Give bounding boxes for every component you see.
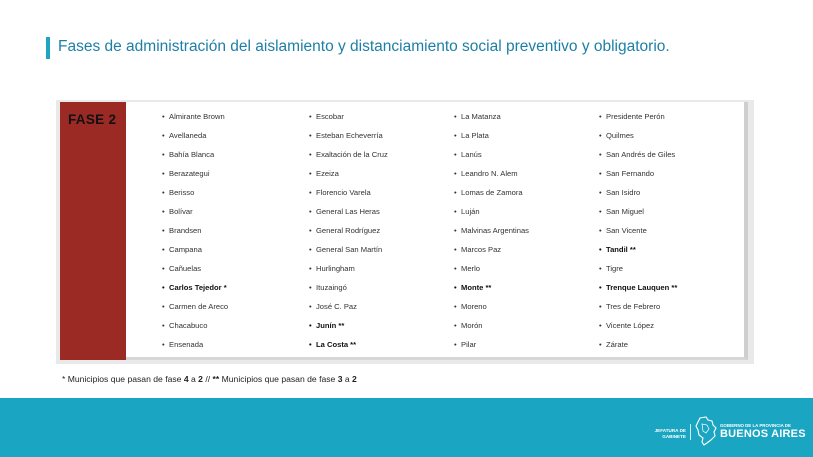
jefatura-logo-text: JEFATURA DE GABINETE: [654, 428, 686, 439]
municipality-name: La Plata: [461, 131, 489, 140]
municipality-name: José C. Paz: [316, 302, 357, 311]
municipality-name: Esteban Echeverría: [316, 131, 383, 140]
municipality-name: San Andrés de Giles: [606, 150, 676, 159]
municipality-name: Almirante Brown: [169, 112, 225, 121]
municipality-name: Vicente López: [606, 321, 654, 330]
municipality-name: Brandsen: [169, 226, 202, 235]
municipality-name: Carlos Tejedor *: [169, 283, 227, 292]
bullet-icon: •: [454, 321, 457, 330]
bullet-icon: •: [162, 150, 165, 159]
municipality-item: [454, 281, 529, 300]
municipality-name: Exaltación de la Cruz: [316, 150, 388, 159]
municipality-name: Zárate: [606, 340, 628, 349]
municipality-name: Quilmes: [606, 131, 634, 140]
municipality-name: Trenque Lauquen **: [606, 283, 678, 292]
municipality-name: Ezeiza: [316, 169, 339, 178]
bullet-icon: •: [599, 169, 602, 178]
municipality-item: [599, 186, 677, 205]
bullet-icon: •: [599, 340, 602, 349]
title-accent-bar: [46, 37, 50, 59]
municipality-item: [309, 338, 388, 357]
municipality-name: Presidente Perón: [606, 112, 665, 121]
municipality-item: [599, 319, 677, 338]
municipality-name: Bahía Blanca: [169, 150, 215, 159]
municipality-item: [309, 205, 388, 224]
footer-separator: [690, 424, 691, 440]
bullet-icon: •: [162, 112, 165, 121]
municipality-item: [454, 110, 529, 129]
municipality-column-1: [162, 110, 228, 357]
municipality-item: [454, 186, 529, 205]
bullet-icon: •: [454, 245, 457, 254]
bullet-icon: •: [162, 169, 165, 178]
municipality-item: [454, 129, 529, 148]
bullet-icon: •: [599, 188, 602, 197]
bullet-icon: •: [599, 302, 602, 311]
bullet-icon: •: [599, 264, 602, 273]
bullet-icon: •: [309, 283, 312, 292]
municipality-name: Tigre: [606, 264, 624, 273]
footer-band: [0, 398, 813, 457]
bullet-icon: •: [599, 207, 602, 216]
municipality-name: Merlo: [461, 264, 480, 273]
municipality-item: [162, 300, 228, 319]
municipality-name: Bolívar: [169, 207, 193, 216]
municipality-item: [309, 243, 388, 262]
municipality-item: [454, 262, 529, 281]
municipality-name: San Isidro: [606, 188, 641, 197]
municipality-item: [309, 262, 388, 281]
municipality-item: [162, 186, 228, 205]
bullet-icon: •: [599, 226, 602, 235]
municipality-name: Malvinas Argentinas: [461, 226, 529, 235]
municipality-item: [599, 148, 677, 167]
municipality-name: Morón: [461, 321, 483, 330]
municipality-name: Pilar: [461, 340, 477, 349]
bullet-icon: •: [454, 283, 457, 292]
bullet-icon: •: [454, 131, 457, 140]
municipality-name: Hurlingham: [316, 264, 355, 273]
bullet-icon: •: [309, 340, 312, 349]
municipality-name: Cañuelas: [169, 264, 202, 273]
bullet-icon: •: [309, 112, 312, 121]
municipality-item: [599, 110, 677, 129]
bullet-icon: •: [454, 340, 457, 349]
municipality-item: [599, 243, 677, 262]
municipality-item: [309, 167, 388, 186]
bullet-icon: •: [454, 226, 457, 235]
bullet-icon: •: [309, 207, 312, 216]
municipality-item: [454, 338, 529, 357]
municipality-item: [309, 281, 388, 300]
municipality-item: [162, 129, 228, 148]
municipality-name: Escobar: [316, 112, 344, 121]
municipality-column-2: [309, 110, 388, 357]
municipality-name: San Vicente: [606, 226, 647, 235]
bullet-icon: •: [599, 245, 602, 254]
municipality-name: La Costa **: [316, 340, 357, 349]
bullet-icon: •: [162, 226, 165, 235]
phase-color-block: [60, 102, 126, 360]
municipality-item: [162, 281, 228, 300]
bullet-icon: •: [309, 150, 312, 159]
municipality-item: [309, 319, 388, 338]
municipality-item: [454, 300, 529, 319]
municipality-item: [599, 338, 677, 357]
bullet-icon: •: [454, 264, 457, 273]
municipality-name: Avellaneda: [169, 131, 207, 140]
municipality-name: Chacabuco: [169, 321, 208, 330]
bullet-icon: •: [309, 321, 312, 330]
municipality-item: [309, 148, 388, 167]
bullet-icon: •: [599, 131, 602, 140]
bullet-icon: •: [599, 112, 602, 121]
municipality-name: Berisso: [169, 188, 195, 197]
municipality-item: [599, 205, 677, 224]
bullet-icon: •: [599, 283, 602, 292]
bullet-icon: •: [162, 264, 165, 273]
bullet-icon: •: [599, 150, 602, 159]
municipality-column-4: [599, 110, 677, 357]
municipality-item: [454, 205, 529, 224]
municipality-item: [454, 224, 529, 243]
municipality-item: [599, 262, 677, 281]
municipality-item: [454, 167, 529, 186]
bullet-icon: •: [454, 188, 457, 197]
municipality-name: Junín **: [316, 321, 345, 330]
municipality-item: [599, 281, 677, 300]
municipality-name: Lomas de Zamora: [461, 188, 523, 197]
bullet-icon: •: [162, 283, 165, 292]
municipality-name: Monte **: [461, 283, 492, 292]
bullet-icon: •: [309, 264, 312, 273]
municipality-name: San Miguel: [606, 207, 644, 216]
bullet-icon: •: [162, 207, 165, 216]
municipality-item: [162, 338, 228, 357]
footnote: * Municipios que pasan de fase 4 a 2 // ** Municipios que pasan de fase 3 a 2: [62, 374, 357, 384]
municipality-item: [599, 167, 677, 186]
bullet-icon: •: [162, 131, 165, 140]
municipality-item: [162, 167, 228, 186]
municipality-name: Marcos Paz: [461, 245, 502, 254]
municipality-item: [454, 148, 529, 167]
municipality-item: [162, 224, 228, 243]
bullet-icon: •: [599, 321, 602, 330]
municipality-item: [599, 300, 677, 319]
municipality-item: [162, 148, 228, 167]
municipality-name: Ensenada: [169, 340, 204, 349]
municipality-item: [162, 319, 228, 338]
page-title: Fases de administración del aislamiento y distanciamiento social preventivo y obligatorio.: [58, 38, 670, 55]
municipality-item: [309, 186, 388, 205]
municipality-name: Florencio Varela: [316, 188, 371, 197]
municipality-item: [309, 300, 388, 319]
municipality-name: Ituzaingó: [316, 283, 347, 292]
municipality-item: [309, 129, 388, 148]
municipality-item: [454, 319, 529, 338]
municipality-name: General San Martín: [316, 245, 383, 254]
municipality-item: [309, 224, 388, 243]
bullet-icon: •: [162, 302, 165, 311]
bullet-icon: •: [309, 226, 312, 235]
municipality-name: Moreno: [461, 302, 487, 311]
municipality-name: Leandro N. Alem: [461, 169, 518, 178]
bullet-icon: •: [162, 245, 165, 254]
municipality-name: Lanús: [461, 150, 482, 159]
bullet-icon: •: [162, 188, 165, 197]
bullet-icon: •: [309, 245, 312, 254]
municipality-name: San Fernando: [606, 169, 655, 178]
municipality-item: [162, 243, 228, 262]
municipality-name: Berazategui: [169, 169, 210, 178]
bullet-icon: •: [309, 302, 312, 311]
municipality-item: [599, 224, 677, 243]
province-map-icon: [694, 416, 718, 446]
municipality-item: [454, 243, 529, 262]
bullet-icon: •: [162, 340, 165, 349]
bullet-icon: •: [309, 131, 312, 140]
bullet-icon: •: [454, 207, 457, 216]
bullet-icon: •: [454, 302, 457, 311]
municipality-item: [599, 129, 677, 148]
municipality-item: [162, 205, 228, 224]
municipality-name: Tres de Febrero: [606, 302, 661, 311]
bullet-icon: •: [454, 150, 457, 159]
municipality-item: [309, 110, 388, 129]
bullet-icon: •: [162, 321, 165, 330]
municipality-name: La Matanza: [461, 112, 501, 121]
municipality-name: General Las Heras: [316, 207, 380, 216]
municipality-item: [162, 262, 228, 281]
bullet-icon: •: [454, 169, 457, 178]
municipality-item: [162, 110, 228, 129]
bullet-icon: •: [454, 112, 457, 121]
municipality-name: General Rodríguez: [316, 226, 381, 235]
phase-label: FASE 2: [68, 112, 117, 127]
bullet-icon: •: [309, 188, 312, 197]
municipality-name: Campana: [169, 245, 202, 254]
municipality-name: Luján: [461, 207, 480, 216]
bullet-icon: •: [309, 169, 312, 178]
municipality-name: Tandil **: [606, 245, 636, 254]
municipality-name: Carmen de Areco: [169, 302, 229, 311]
gobierno-logo-text: GOBIERNO DE LA PROVINCIA DE BUENOS AIRES: [720, 423, 806, 440]
municipality-column-3: [454, 110, 529, 357]
